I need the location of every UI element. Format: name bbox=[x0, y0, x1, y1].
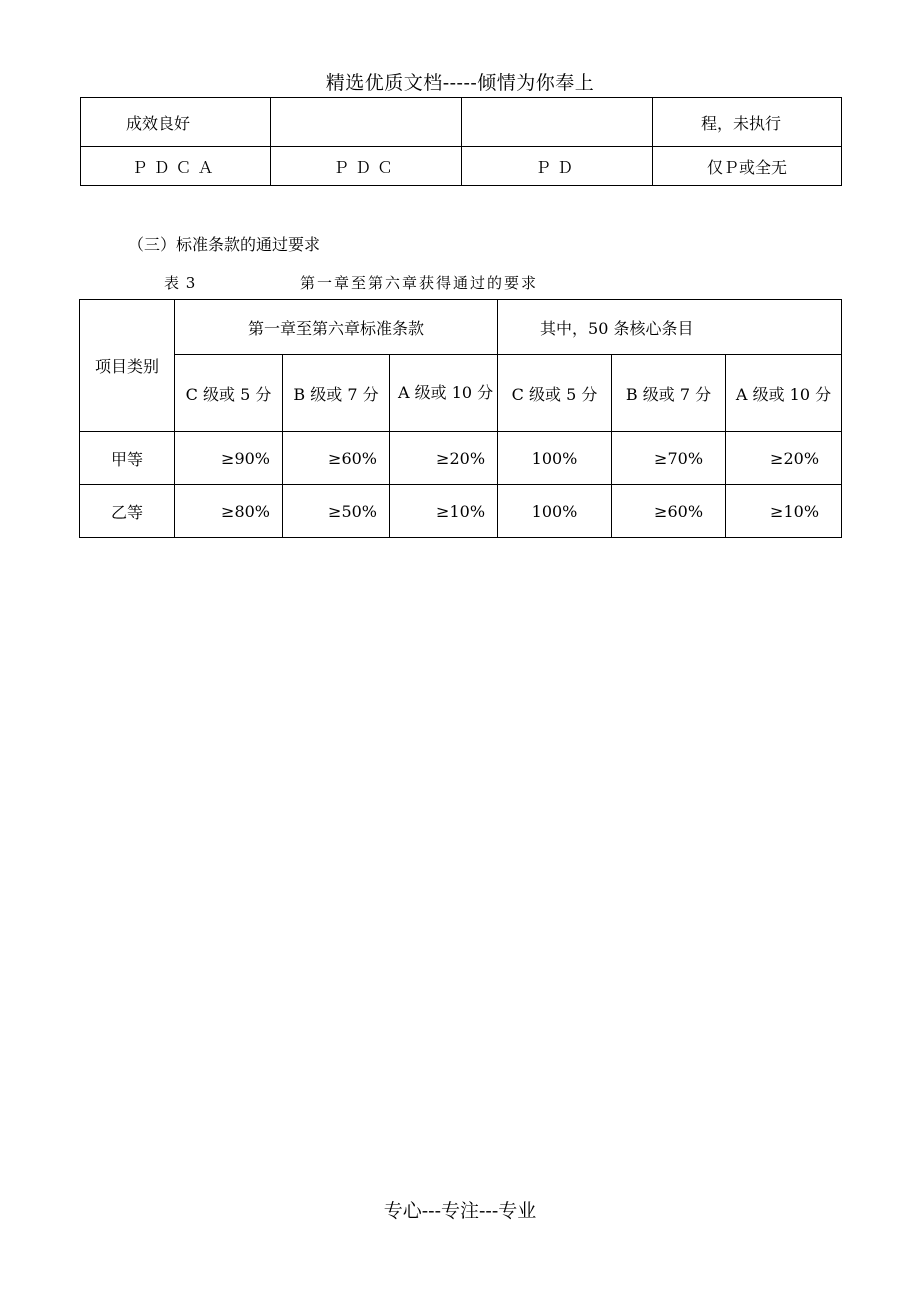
table-row bbox=[81, 147, 842, 186]
subheader-a: A 级或 10 分 bbox=[390, 355, 498, 432]
value-cell: ≥60% bbox=[283, 432, 390, 485]
table-row bbox=[80, 432, 842, 485]
subheader-core-b: B 级或 7 分 bbox=[612, 355, 726, 432]
cell-text: ＰＤＣ bbox=[332, 157, 399, 177]
table-row bbox=[80, 485, 842, 538]
value-cell: ≥50% bbox=[283, 485, 390, 538]
row-category: 乙等 bbox=[80, 485, 175, 538]
empty-cell bbox=[271, 98, 462, 147]
value-cell: ≥60% bbox=[612, 485, 726, 538]
value-cell: 100% bbox=[498, 485, 612, 538]
section-heading: （三）标准条款的通过要求 bbox=[128, 235, 321, 254]
cell-text: ＰＤＣＡ bbox=[131, 157, 220, 177]
table-header-row bbox=[80, 300, 842, 355]
table-caption-label: 表 3 bbox=[164, 274, 197, 292]
value-cell: 100% bbox=[498, 432, 612, 485]
row-category: 甲等 bbox=[80, 432, 175, 485]
header-group-standard: 第一章至第六章标准条款 bbox=[175, 300, 498, 355]
subheader-b: B 级或 7 分 bbox=[283, 355, 390, 432]
value-cell: ≥10% bbox=[390, 485, 498, 538]
header-category: 项目类别 bbox=[80, 300, 175, 432]
value-cell: ≥10% bbox=[726, 485, 842, 538]
value-cell: ≥70% bbox=[612, 432, 726, 485]
page-footer: 专心---专注---专业 bbox=[383, 1200, 537, 1222]
subheader-c: C 级或 5 分 bbox=[175, 355, 283, 432]
cell-not-executed: 程，未执行 bbox=[653, 98, 842, 147]
table-caption-title: 第一章至第六章获得通过的要求 bbox=[300, 274, 539, 292]
cell-pd bbox=[462, 147, 653, 186]
header-group-core: 其中，50 条核心条目 bbox=[498, 300, 842, 355]
cell-text: ＰＤ bbox=[534, 157, 579, 177]
page-header: 精选优质文档-----倾情为你奉上 bbox=[325, 72, 595, 94]
cell-p-only: 仅Ｐ或全无 bbox=[653, 147, 842, 186]
empty-cell bbox=[462, 98, 653, 147]
evaluation-table bbox=[80, 97, 842, 186]
value-cell: ≥20% bbox=[726, 432, 842, 485]
value-cell: ≥20% bbox=[390, 432, 498, 485]
value-cell: ≥90% bbox=[175, 432, 283, 485]
cell-pdc bbox=[271, 147, 462, 186]
table-subheader-row bbox=[80, 355, 842, 432]
cell-pdca bbox=[81, 147, 271, 186]
value-cell: ≥80% bbox=[175, 485, 283, 538]
cell-effect-good: 成效良好 bbox=[81, 98, 271, 147]
requirements-table bbox=[79, 299, 842, 538]
table-row bbox=[81, 98, 842, 147]
subheader-core-a: A 级或 10 分 bbox=[726, 355, 842, 432]
subheader-core-c: C 级或 5 分 bbox=[498, 355, 612, 432]
